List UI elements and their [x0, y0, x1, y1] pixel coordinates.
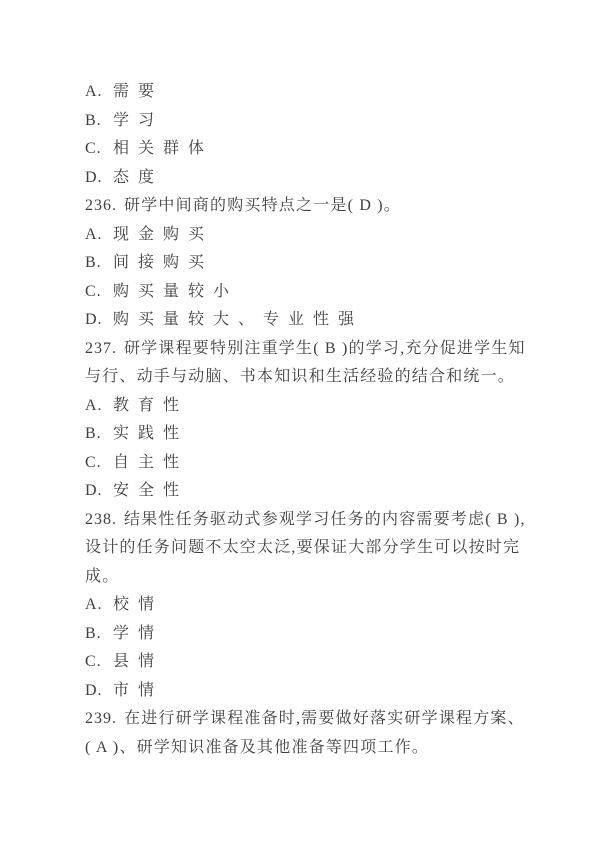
option-line [85, 648, 516, 677]
option-label: D. [85, 311, 103, 328]
option-text: 安全性 [113, 482, 189, 499]
option-label: C. [85, 453, 102, 471]
option-label: C. [85, 653, 102, 670]
option-line [85, 78, 516, 107]
option-text: 需要 [113, 83, 164, 100]
option-line [85, 164, 516, 193]
option-text: 学情 [113, 624, 164, 642]
question-stem-line [85, 705, 525, 734]
option-label: A. [85, 596, 103, 613]
option-text: 校情 [113, 596, 164, 613]
option-line [85, 135, 516, 164]
question-stem-text: 结果性任务驱动式参观学习任务的内容需要考虑( B ), [124, 510, 526, 528]
option-label: B. [85, 111, 102, 129]
option-line [85, 392, 516, 421]
question-238 [85, 506, 526, 706]
question-stem-line [85, 506, 526, 535]
option-label: A. [85, 396, 103, 414]
option-line [85, 278, 516, 307]
option-line [85, 677, 516, 706]
option-line [85, 477, 516, 506]
option-text: 购买量较大、专业性强 [113, 311, 364, 328]
option-text: 市情 [113, 681, 164, 699]
option-line [85, 107, 516, 136]
option-line [85, 420, 516, 449]
question-236 [85, 192, 516, 335]
option-label: A. [85, 83, 103, 100]
question-stem-text: 研学中间商的购买特点之一是( D )。 [124, 197, 402, 214]
option-text: 现金购买 [113, 225, 214, 243]
question-stem-line: 与行、动手与动脑、书本知识和生活经验的结合和统一。 [85, 368, 516, 385]
option-line [85, 249, 516, 278]
option-text: 间接购买 [113, 254, 214, 271]
option-text: 学习 [113, 111, 164, 129]
option-line [85, 449, 516, 478]
option-label: B. [85, 425, 102, 442]
question-number: 237. [85, 339, 117, 357]
question-stem-line: ( A )、研学知识准备及其他准备等四项工作。 [85, 738, 430, 756]
question-237 [85, 335, 526, 506]
option-text: 自主性 [113, 453, 189, 471]
question-stem-line: 设计的任务问题不太空太泛,要保证大部分学生可以按时完 [85, 539, 521, 556]
option-label: D. [85, 168, 103, 186]
option-text: 相关群体 [113, 140, 214, 157]
option-line [85, 620, 516, 649]
question-239 [85, 705, 525, 762]
option-text: 购买量较小 [113, 282, 239, 300]
question-number: 238. [85, 510, 117, 528]
question-number: 236. [85, 197, 117, 214]
option-line [85, 306, 516, 335]
question-number: 239. [85, 710, 117, 727]
option-text: 县情 [113, 653, 164, 670]
option-label: B. [85, 624, 102, 642]
question-stem-text: 研学课程要特别注重学生( B )的学习,充分促进学生知 [124, 339, 526, 357]
option-label: D. [85, 681, 103, 699]
question-stem-text: 在进行研学课程准备时,需要做好落实研学课程方案、 [124, 710, 525, 727]
question-stem-line [85, 192, 516, 221]
preceding-options-block [85, 78, 516, 192]
option-label: C. [85, 140, 102, 157]
option-line [85, 221, 516, 250]
option-text: 教育性 [113, 396, 189, 414]
option-text: 实践性 [113, 425, 189, 442]
option-line [85, 591, 516, 620]
option-label: B. [85, 254, 102, 271]
question-stem-line [85, 335, 526, 364]
option-text: 态度 [113, 168, 164, 186]
question-stem-line: 成。 [85, 567, 120, 585]
option-label: C. [85, 282, 102, 300]
option-label: D. [85, 482, 103, 499]
option-label: A. [85, 225, 103, 243]
